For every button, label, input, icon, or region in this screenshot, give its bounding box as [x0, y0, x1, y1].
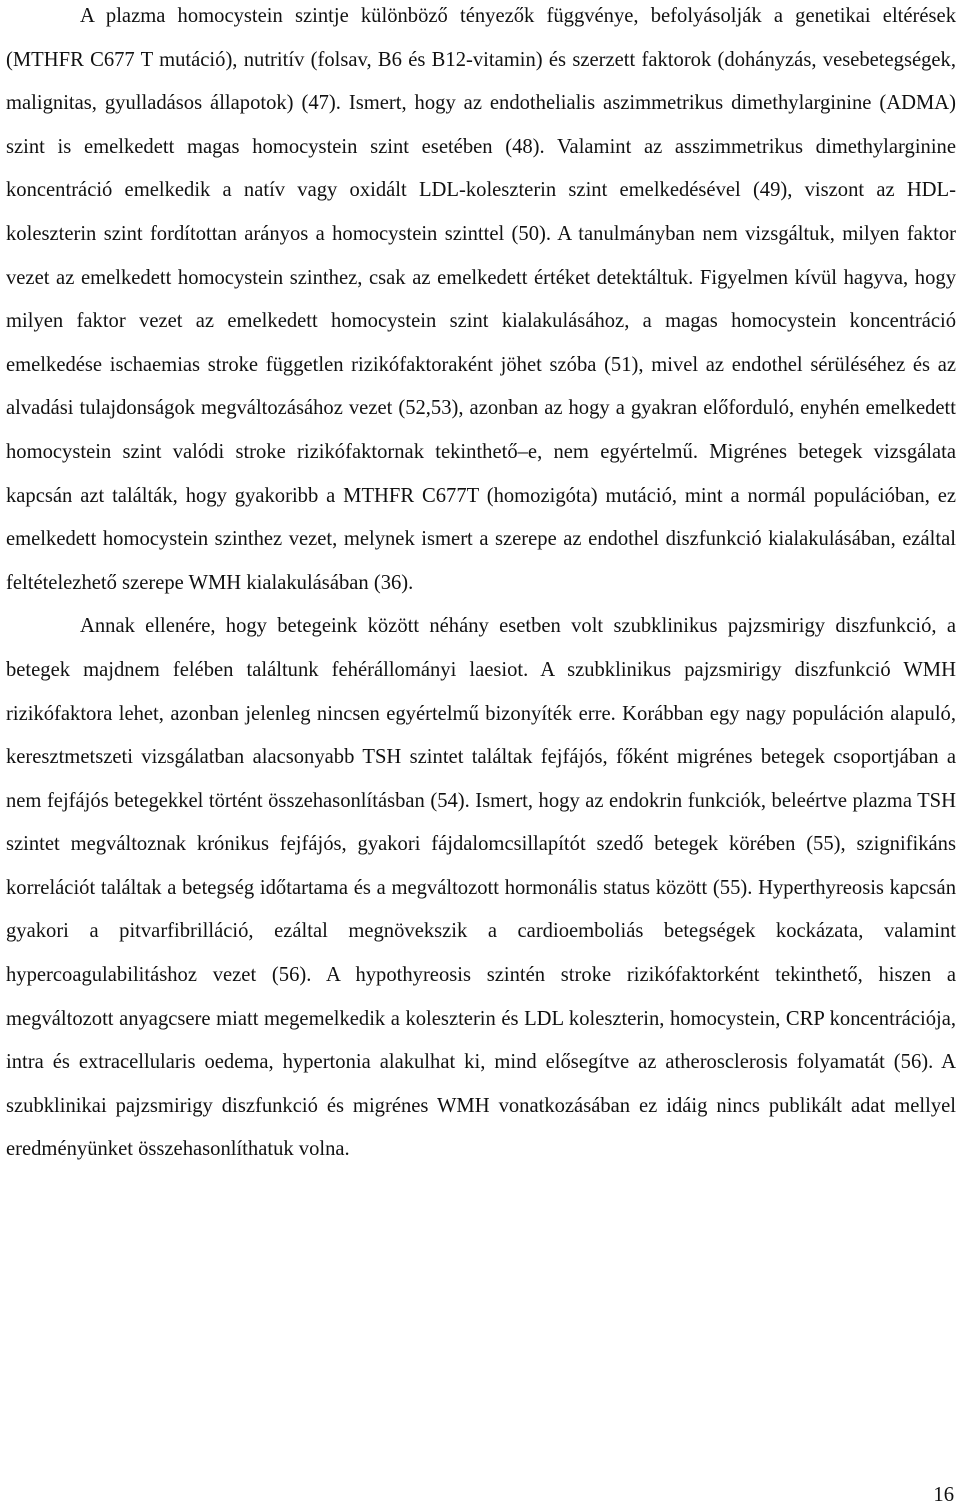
page-number: 16: [933, 1484, 954, 1506]
paragraph-homocystein: A plazma homocystein szintje különböző tényezők függvénye, befolyásolják a genetikai eltérések (MTHFR C677 T mutáció), nutritív (folsav, B6 és B12-vitamin) és szerzett faktorok (dohányzás, vesebetegségek, malignitas, gyulladásos állapotok) (47). Ismert, hogy az endothelialis aszimmetrikus dimethylarginine (ADMA) szint is emelkedett magas homocystein szint esetében (48). Valamint az asszimmetrikus dimethylarginine koncentráció emelkedik a natív vagy oxidált LDL-koleszterin szint emelkedésével (49), viszont az HDL-koleszterin szint fordítottan arányos a homocystein szinttel (50). A tanulmányban nem vizsgáltuk, milyen faktor vezet az emelkedett homocystein szinthez, csak az emelkedett értéket detektáltuk. Figyelmen kívül hagyva, hogy milyen faktor vezet az emelkedett homocystein szint kialakulásához, a magas homocystein koncentráció emelkedése ischaemias stroke független rizikófaktoraként jöhet szóba (51), mivel az endothel sérüléséhez és az alvadási tulajdonságok megváltozásához vezet (52,53), azonban az hogy a gyakran előforduló, enyhén emelkedett homocystein szint valódi stroke rizikófaktornak tekinthető–e, nem egyértelmű. Migrénes betegek vizsgálata kapcsán azt találták, hogy gyakoribb a MTHFR C677T (homozigóta) mutáció, mint a normál populációban, ez emelkedett homocystein szinthez vezet, melynek ismert a szerepe az endothel diszfunkció kialakulásában, ezáltal feltételezhető szerepe WMH kialakulásában (36).: [6, 5, 956, 594]
paragraph-thyroid: Annak ellenére, hogy betegeink között néhány esetben volt szubklinikus pajzsmirigy diszfunkció, a betegek majdnem felében találtunk fehérállományi laesiot. A szubklinikus pajzsmirigy diszfunkció WMH rizikófaktora lehet, azonban jelenleg nincsen egyértelmű bizonyíték erre. Korábban egy nagy populáción alapuló, keresztmetszeti vizsgálatban alacsonyabb TSH szintet találtak fejfájós, főként migrénes betegek csoportjában a nem fejfájós betegekkel történt összehasonlításban (54). Ismert, hogy az endokrin funkciók, beleértve plazma TSH szintet megváltoznak krónikus fejfájós, gyakori fájdalomcsillapítót szedő betegek körében (55), szignifikáns korrelációt találtak a betegség időtartama és a megváltozott hormonális status között (55). Hyperthyreosis kapcsán gyakori a pitvarfibrilláció, ezáltal megnövekszik a cardioemboliás betegségek kockázata, valamint hypercoagulabilitáshoz vezet (56). A hypothyreosis szintén stroke rizikófaktorként tekinthető, hiszen a megváltozott anyagcsere miatt megemelkedik a koleszterin és LDL koleszterin, homocystein, CRP koncentrációja, intra és extracellularis oedema, hypertonia alakulhat ki, mind elősegítve az atherosclerosis folyamatát (56). A szubklinikai pajzsmirigy diszfunkció és migrénes WMH vonatkozásában ez idáig nincs publikált adat mellyel eredményünket összehasonlíthatuk volna.: [6, 615, 956, 1161]
document-page: [6, 0, 956, 1509]
